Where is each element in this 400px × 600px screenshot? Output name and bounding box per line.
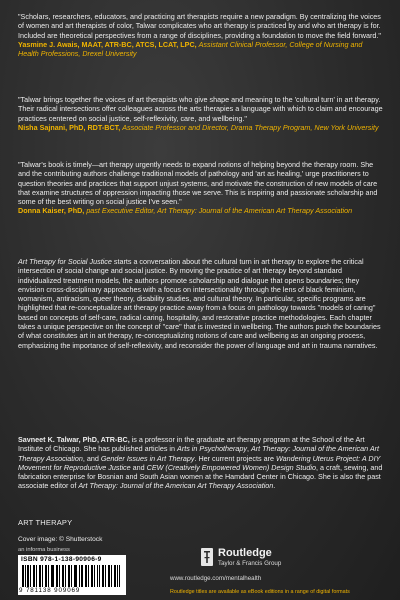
- endorser-name: Nisha Sajnani, PhD, RDT-BCT,: [18, 122, 121, 132]
- bio-text: , a craft, sewing, and fabrication enterprise for Bosnian and South Asian women at the Hamdard Center in Chicago. She is also the past associate editor of: [18, 462, 383, 491]
- bio-text: . Her current projects are: [194, 453, 276, 463]
- publisher-url[interactable]: www.routledge.com/mentalhealth: [170, 575, 262, 582]
- publisher-name: Routledge: [218, 547, 272, 559]
- endorser-name: Yasmine J. Awais, MAAT, ATR-BC, ATCS, LCAT, LPC,: [18, 39, 197, 49]
- barcode-bars: [22, 565, 120, 587]
- bio-publication: Gender Issues in Art Therapy: [100, 453, 195, 463]
- bio-text: .: [273, 481, 276, 491]
- informa-tagline: an informa business: [18, 547, 70, 553]
- cover-image-credit: Cover image: © Shutterstock: [18, 536, 103, 543]
- endorser-role: Associate Professor and Director, Drama Therapy Program, New York University: [122, 122, 379, 132]
- book-title: Art Therapy for Social Justice: [18, 257, 112, 266]
- bio-text: and: [130, 462, 147, 472]
- bio-publication: Arts in Psychotherapy: [177, 444, 247, 454]
- bio-project: CEW (Creatively Empowered Women) Design Studio: [146, 462, 317, 472]
- endorser-role: Assistant Clinical Professor, College of Nursing and Health Professions, Drexel University: [18, 39, 363, 59]
- endorsement-attribution: [18, 206, 384, 215]
- isbn-number: ISBN 978-1-138-90906-9: [21, 556, 102, 563]
- routledge-logo-icon: [200, 548, 214, 566]
- description-text: starts a conversation about the cultural turn in art therapy to explore the critical intersection of social change and social justice. By moving the practice of art therapy beyond standard individualized treatment models, the authors promote scholarship and dialogue that opens boundaries; they envision cross-disciplinary approaches with a focus on intersectionality through the lens of black feminism, womanism, antiracism, queer theory, disability studies, and cultural theory. In particular, specific programs are highlighted that re-conceptualize art therapy practice away from a focus on pathology towards "models of caring" based on concepts of self-care, radical caring, hospitality, and restorative practice methodologies. Each chapter takes a unique perspective on the concept of "care" that is invested in wellbeing. The authors push the boundaries of what constitutes art in art therapy, re-conceptualizing notions of care and wellbeing as an ongoing process, emphasizing the importance of self-reflexivity, and reconsider the power of language and art in trauma narratives.: [18, 257, 381, 350]
- publisher-group: Taylor & Francis Group: [218, 560, 282, 567]
- subject-category: ART THERAPY: [18, 518, 73, 527]
- endorsement-attribution: [18, 40, 384, 59]
- bio-project: Wandering Uterus Project: A DIY Movement for Reproductive Justice: [18, 453, 381, 472]
- bio-publication: Art Therapy: Journal of the American Art Therapy Association: [78, 481, 274, 491]
- bio-publication: Art Therapy: Journal of the American Art Therapy Association: [18, 444, 380, 463]
- endorsement-3: [18, 160, 384, 216]
- isbn-barcode: [18, 555, 126, 595]
- bio-text: , and: [82, 453, 101, 463]
- endorsement-2: [18, 95, 384, 132]
- author-bio: [18, 435, 384, 491]
- author-name: Savneet K. Talwar, PhD, ATR-BC,: [18, 435, 130, 444]
- endorser-name: Donna Kaiser, PhD,: [18, 206, 85, 216]
- bio-text: ,: [246, 444, 251, 454]
- barcode-digits: 9 781138 909069: [19, 587, 81, 594]
- endorser-role: past Executive Editor, Art Therapy: Journal of the American Art Therapy Association: [86, 206, 353, 216]
- endorsement-text: "Talwar brings together the voices of art therapists who give shape and meaning to the 'cultural turn' in art therapy. Their radical intersections offer colleagues across the arts therapies a language with which to claim and encourage practices centered on social justice, self-reflexivity, care, and wellbeing.": [18, 95, 383, 123]
- book-description: [18, 257, 384, 350]
- endorsement-1: [18, 12, 384, 58]
- endorsement-attribution: [18, 123, 384, 132]
- ebook-note: Routledge titles are available as eBook editions in a range of digital formats: [170, 589, 350, 595]
- endorsement-text: "Scholars, researchers, educators, and practicing art therapists require a new paradigm. By centralizing the voices of women and art therapists of color, Talwar complicates who art therapy is practiced by and who art therapy is for. Included are theoretical perspectives from a range of disciplines, providing a foundation to move the field forward.": [18, 12, 381, 40]
- bio-text: is a professor in the graduate art therapy program at the School of the Art Institute of Chicago. She has published articles in: [18, 435, 365, 454]
- endorsement-text: "Talwar's book is timely—art therapy urgently needs to expand notions of helping beyond the therapy room. She and the contributing authors challenge traditional models of pathology and 'art as healing,' urge practitioners to question theories and practices that support unjust systems, and motivate the construction of new models of care that examine structures of oppression impacting those we serve. This is inspiring and passionate scholarship and some of the best writing on social justice I've seen.": [18, 160, 378, 207]
